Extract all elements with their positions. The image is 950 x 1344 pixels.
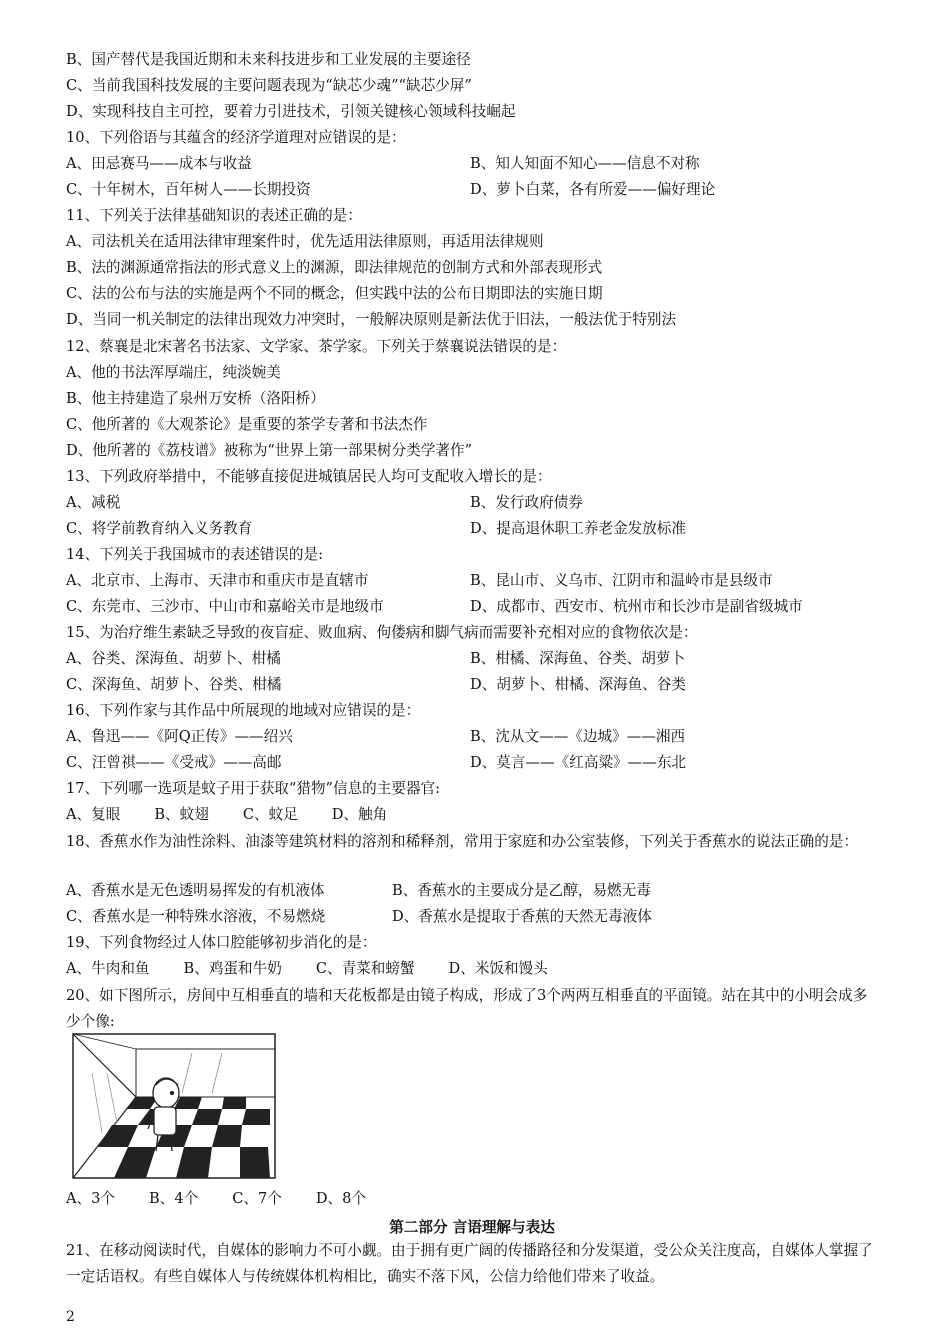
option-b: B、香蕉水的主要成分是乙醇，易燃无毒 bbox=[392, 882, 651, 899]
page-number: 2 bbox=[66, 1309, 75, 1325]
section-title: 第二部分 言语理解与表达 bbox=[389, 1219, 555, 1236]
option-d: D、触角 bbox=[331, 806, 388, 823]
option-a: A、北京市、上海市、天津市和重庆市是直辖市 bbox=[66, 572, 369, 589]
option-row bbox=[66, 649, 886, 669]
option-d: D、8个 bbox=[315, 1190, 367, 1207]
option-row bbox=[66, 753, 886, 773]
option-row bbox=[66, 519, 886, 539]
option-a: A、复眼 bbox=[66, 806, 121, 823]
option-row bbox=[66, 154, 886, 174]
option-row bbox=[66, 180, 886, 200]
option-row bbox=[66, 805, 421, 825]
mirror-room-illustration bbox=[72, 1033, 276, 1179]
option-a: A、3个 bbox=[66, 1190, 116, 1207]
option-row bbox=[66, 1189, 400, 1209]
option-a: A、香蕉水是无色透明易挥发的有机液体 bbox=[66, 882, 325, 899]
option-c: C、深海鱼、胡萝卜、谷类、柑橘 bbox=[66, 676, 282, 693]
option-d: D、莫言——《红高粱》——东北 bbox=[470, 754, 687, 771]
question-stem: 19、下列食物经过人体口腔能够初步消化的是： bbox=[66, 934, 377, 951]
option-line: C、当前我国科技发展的主要问题表现为“缺芯少魂”“缺芯少屏” bbox=[66, 77, 472, 94]
option-a: A、谷类、深海鱼、胡萝卜、柑橘 bbox=[66, 650, 281, 667]
option-d: D、他所著的《荔枝谱》被称为“世界上第一部果树分类学著作” bbox=[66, 442, 473, 459]
question-stem: 18、香蕉水作为油性涂料、油漆等建筑材料的溶剂和稀释剂，常用于家庭和办公室装修，下列关于香蕉水的说法正确的是： bbox=[66, 833, 859, 850]
option-c: C、7个 bbox=[232, 1190, 282, 1207]
option-c: C、十年树木，百年树人——长期投资 bbox=[66, 181, 311, 198]
option-line: B、国产替代是我国近期和未来科技进步和工业发展的主要途径 bbox=[66, 51, 471, 68]
option-c: C、青菜和螃蟹 bbox=[315, 960, 415, 977]
option-b: B、他主持建造了泉州万安桥（洛阳桥） bbox=[66, 390, 325, 407]
option-row bbox=[66, 571, 886, 591]
option-a: A、司法机关在适用法律审理案件时，优先适用法律原则，再适用法律规则 bbox=[66, 233, 544, 250]
option-row bbox=[66, 881, 886, 901]
option-row bbox=[66, 493, 886, 513]
option-row bbox=[66, 907, 886, 927]
option-row bbox=[66, 597, 886, 617]
option-row bbox=[66, 727, 886, 747]
option-a: A、牛肉和鱼 bbox=[66, 960, 150, 977]
option-d: D、当同一机关制定的法律出现效力冲突时，一般解决原则是新法优于旧法，一般法优于特别法 bbox=[66, 311, 677, 328]
question-stem: 15、为治疗维生素缺乏导致的夜盲症、败血病、佝偻病和脚气病而需要补充相对应的食物依次是： bbox=[66, 624, 698, 641]
option-c: C、汪曾祺——《受戒》——高邮 bbox=[66, 754, 282, 771]
question-stem: 10、下列俗语与其蕴含的经济学道理对应错误的是： bbox=[66, 129, 406, 146]
question-stem: 20、如下图所示，房间中互相垂直的墙和天花板都是由镜子构成，形成了3个两两互相垂直的平面镜。站在其中的小明会成多少个像: bbox=[66, 987, 868, 1030]
question-stem: 16、下列作家与其作品中所展现的地域对应错误的是： bbox=[66, 702, 421, 719]
option-c: C、蚊足 bbox=[242, 806, 298, 823]
option-c: C、将学前教育纳入义务教育 bbox=[66, 520, 253, 537]
option-b: B、鸡蛋和牛奶 bbox=[183, 960, 282, 977]
option-b: B、蚊翅 bbox=[154, 806, 209, 823]
option-row bbox=[66, 959, 582, 979]
option-a: A、鲁迅——《阿Q正传》——绍兴 bbox=[66, 728, 293, 745]
option-d: D、萝卜白菜，各有所爱——偏好理论 bbox=[470, 181, 716, 198]
option-c: C、他所著的《大观茶论》是重要的茶学专著和书法杰作 bbox=[66, 416, 428, 433]
option-d: D、香蕉水是提取于香蕉的天然无毒液体 bbox=[392, 908, 652, 925]
option-b: B、4个 bbox=[149, 1190, 199, 1207]
option-row bbox=[66, 675, 886, 695]
option-b: B、沈从文——《边城》——湘西 bbox=[470, 728, 686, 745]
option-b: B、法的渊源通常指法的形式意义上的渊源，即法律规范的创制方式和外部表现形式 bbox=[66, 259, 603, 276]
question-stem: 12、蔡襄是北宋著名书法家、文学家、茶学家。下列关于蔡襄说法错误的是： bbox=[66, 338, 567, 355]
question-stem: 14、下列关于我国城市的表述错误的是: bbox=[66, 546, 323, 563]
option-d: D、胡萝卜、柑橘、深海鱼、谷类 bbox=[470, 676, 687, 693]
question-stem: 13、下列政府举措中，不能够直接促进城镇居民人均可支配收入增长的是： bbox=[66, 468, 552, 485]
option-b: B、柑橘、深海鱼、谷类、胡萝卜 bbox=[470, 650, 686, 667]
option-b: B、发行政府债券 bbox=[470, 494, 583, 511]
option-b: B、知人知面不知心——信息不对称 bbox=[470, 155, 700, 172]
option-c: C、法的公布与法的实施是两个不同的概念，但实践中法的公布日期即法的实施日期 bbox=[66, 285, 603, 302]
option-d: D、米饭和馒头 bbox=[448, 960, 548, 977]
option-c: C、东莞市、三沙市、中山市和嘉峪关市是地级市 bbox=[66, 598, 384, 615]
option-a: A、田忌赛马——成本与收益 bbox=[66, 155, 252, 172]
option-d: D、提高退休职工养老金发放标准 bbox=[470, 520, 687, 537]
option-a: A、减税 bbox=[66, 494, 121, 511]
question-stem: 17、下列哪一选项是蚊子用于获取“猎物”信息的主要器官: bbox=[66, 780, 441, 797]
option-line: D、实现科技自主可控，要着力引进技术，引领关键核心领域科技崛起 bbox=[66, 103, 516, 120]
option-d: D、成都市、西安市、杭州市和长沙市是副省级城市 bbox=[470, 598, 803, 615]
question-stem: 21、在移动阅读时代，自媒体的影响力不可小觑。由于拥有更广阔的传播路径和分发渠道，受公众关注度高，自媒体人掌握了一定话语权。有些自媒体人与传统媒体机构相比，确实不落下风，公信力给他们带来了收益。 bbox=[66, 1242, 873, 1285]
option-c: C、香蕉水是一种特殊水溶液，不易燃烧 bbox=[66, 908, 326, 925]
option-b: B、昆山市、义乌市、江阴市和温岭市是县级市 bbox=[470, 572, 773, 589]
option-a: A、他的书法浑厚端庄，纯淡婉美 bbox=[66, 364, 281, 381]
question-stem: 11、下列关于法律基础知识的表述正确的是： bbox=[66, 207, 362, 224]
